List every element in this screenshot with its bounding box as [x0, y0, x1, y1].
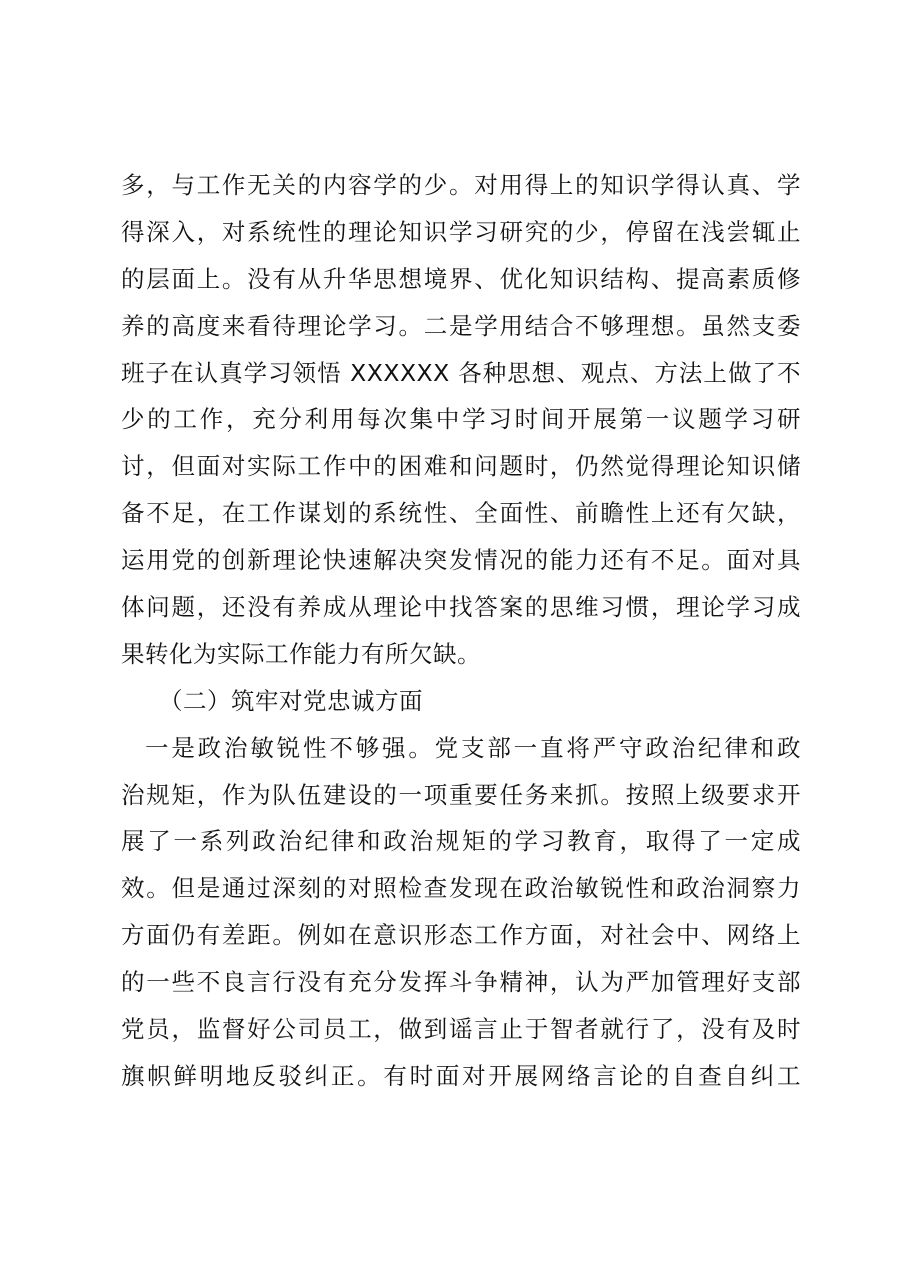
body-line: 效。但是通过深刻的对照检查发现在政治敏锐性和政治洞察力	[121, 874, 801, 903]
body-line: 的层面上。没有从升华思想境界、优化知识结构、提高素质修	[121, 264, 801, 293]
body-line: 展了一系列政治纪律和政治规矩的学习教育，取得了一定成	[121, 827, 801, 856]
body-line: 治规矩，作为队伍建设的一项重要任务来抓。按照上级要求开	[121, 780, 801, 809]
body-line: 一是政治敏锐性不够强。党支部一直将严守政治纪律和政	[145, 733, 801, 762]
body-line: 果转化为实际工作能力有所欠缺。	[121, 639, 481, 668]
body-line: 体问题，还没有养成从理论中找答案的思维习惯，理论学习成	[121, 593, 801, 622]
body-line: 得深入，对系统性的理论知识学习研究的少，停留在浅尝辄止	[121, 217, 801, 246]
body-line: 多，与工作无关的内容学的少。对用得上的知识学得认真、学	[121, 171, 801, 199]
body-line: 方面仍有差距。例如在意识形态工作方面，对社会中、网络上	[121, 921, 801, 950]
body-line: 讨，但面对实际工作中的困难和问题时，仍然觉得理论知识储	[121, 452, 801, 481]
body-line: 少的工作，充分利用每次集中学习时间开展第一议题学习研	[121, 405, 801, 434]
body-line: 养的高度来看待理论学习。二是学用结合不够理想。虽然支委	[121, 311, 801, 340]
body-line: 旗帜鲜明地反驳纠正。有时面对开展网络言论的自查自纠工	[121, 1061, 801, 1090]
body-line: 党员，监督好公司员工，做到谣言止于智者就行了，没有及时	[121, 1015, 801, 1044]
document-body	[121, 162, 801, 1100]
body-line: 运用党的创新理论快速解决突发情况的能力还有不足。面对具	[121, 546, 801, 575]
body-line: 备不足，在工作谋划的系统性、全面性、前瞻性上还有欠缺，	[121, 499, 801, 528]
body-line: 班子在认真学习领悟 XXXXXX 各种思想、观点、方法上做了不	[121, 358, 801, 387]
body-line: 的一些不良言行没有充分发挥斗争精神，认为严加管理好支部	[121, 968, 801, 997]
section-heading: （二）筑牢对党忠诚方面	[159, 686, 423, 715]
